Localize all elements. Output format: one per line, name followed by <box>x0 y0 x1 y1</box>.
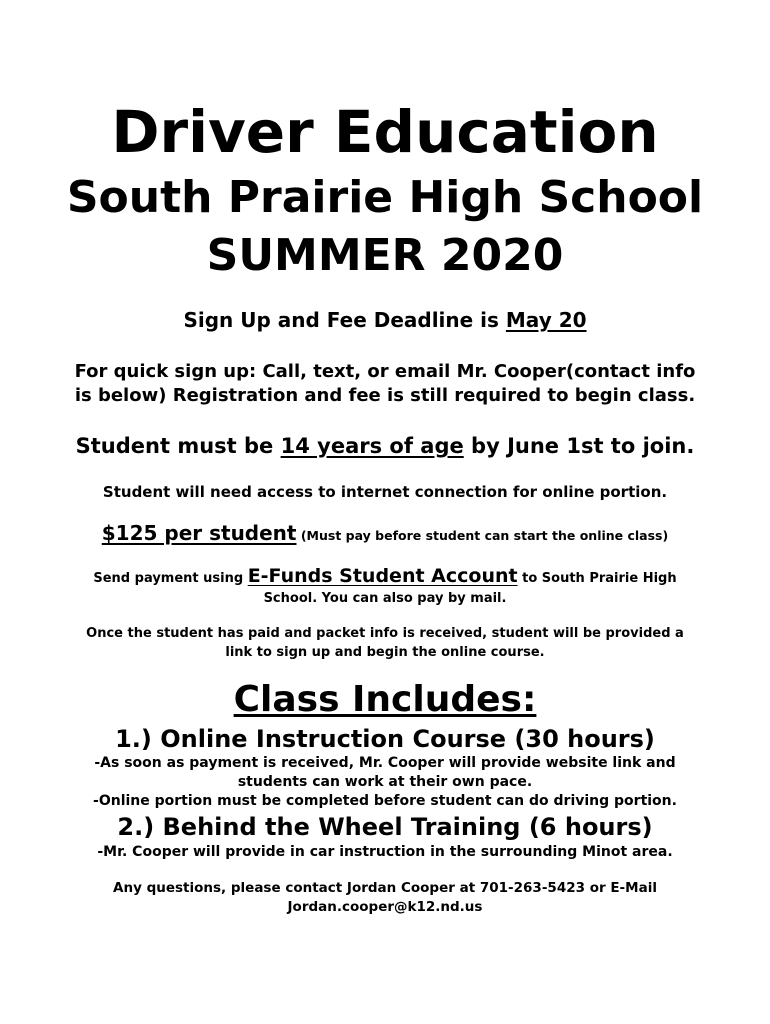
deadline-prefix: Sign Up and Fee Deadline is <box>183 308 506 332</box>
item-1-line-1: -As soon as payment is received, Mr. Cooper will provide website link and <box>94 755 676 771</box>
price-amount: $125 per student <box>101 521 297 545</box>
age-prefix: Student must be <box>75 434 281 458</box>
item-2-title: 2.) Behind the Wheel Training (6 hours) <box>117 813 653 841</box>
quick-signup-text <box>0 360 770 408</box>
price-line <box>0 518 770 551</box>
payment-prefix: Send payment using <box>93 571 248 586</box>
item-1-title: 1.) Online Instruction Course (30 hours) <box>115 725 655 753</box>
enrollment-note <box>0 624 770 662</box>
flyer-title: Driver Education <box>111 98 659 166</box>
item-2-description: -Mr. Cooper will provide in car instruction in the surrounding Minot area. <box>97 844 673 860</box>
contact-email: Jordan.cooper@k12.nd.us <box>287 899 483 915</box>
term-heading: SUMMER 2020 <box>206 230 564 281</box>
enrollment-note-line-2: link to sign up and begin the online course. <box>225 645 545 660</box>
deadline-line <box>0 306 770 334</box>
price-note: (Must pay before student can start the online class) <box>296 528 669 543</box>
contact-info <box>0 879 770 917</box>
quick-signup-line-1: For quick sign up: Call, text, or email Mr. Cooper(contact info <box>74 361 696 382</box>
age-suffix: by June 1st to join. <box>463 434 695 458</box>
class-includes-heading: Class Includes: <box>233 679 537 720</box>
payment-line-1 <box>0 566 770 589</box>
item-1-line-3: -Online portion must be completed before student can do driving portion. <box>93 793 677 809</box>
contact-line-1: Any questions, please contact Jordan Cooper at 701-263-5423 or E-Mail <box>113 880 657 896</box>
age-requirement <box>0 432 770 460</box>
quick-signup-line-2: is below) Registration and fee is still required to begin class. <box>74 385 696 406</box>
item-1-description <box>0 754 770 811</box>
payment-line-2: School. You can also pay by mail. <box>263 591 507 606</box>
payment-method: E-Funds Student Account <box>247 565 518 587</box>
item-1-line-2: students can work at their own pace. <box>237 774 533 790</box>
deadline-date: May 20 <box>505 308 587 332</box>
school-name: South Prairie High School <box>66 172 704 223</box>
age-value: 14 years of age <box>280 434 464 458</box>
payment-info <box>0 566 770 609</box>
enrollment-note-line-1: Once the student has paid and packet info is received, student will be provided a <box>86 626 684 641</box>
internet-note: Student will need access to internet connection for online portion. <box>102 483 668 501</box>
payment-suffix: to South Prairie High <box>517 571 677 586</box>
